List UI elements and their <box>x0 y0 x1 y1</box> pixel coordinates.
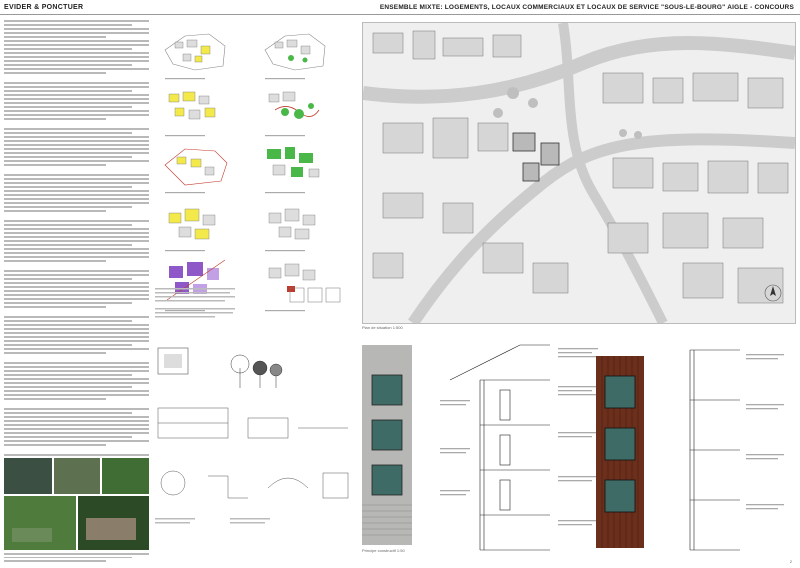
board-title-right: ENSEMBLE MIXTE: LOGEMENTS, LOCAUX COMMERCIAUX ET LOCAUX DE SERVICE "SOUS-LE-BOURG" AIGLE - CONCOURS <box>379 4 794 11</box>
header-rule <box>0 14 800 15</box>
construction-section-2 <box>680 340 790 555</box>
page-number: 2 <box>789 559 792 564</box>
board-title-left: EVIDER & PONCTUER <box>4 4 84 11</box>
section-caption: Principe constructif 1:50 <box>362 548 405 553</box>
construction-section <box>440 340 610 555</box>
text-column <box>4 18 149 458</box>
details-panel <box>150 278 360 563</box>
map-caption: Plan de situation 1:500 <box>362 325 403 330</box>
photo-caption <box>4 551 149 561</box>
reference-photos <box>4 458 149 553</box>
facade-timber <box>596 356 644 548</box>
situation-map <box>362 22 796 324</box>
facade-concrete <box>362 345 412 545</box>
